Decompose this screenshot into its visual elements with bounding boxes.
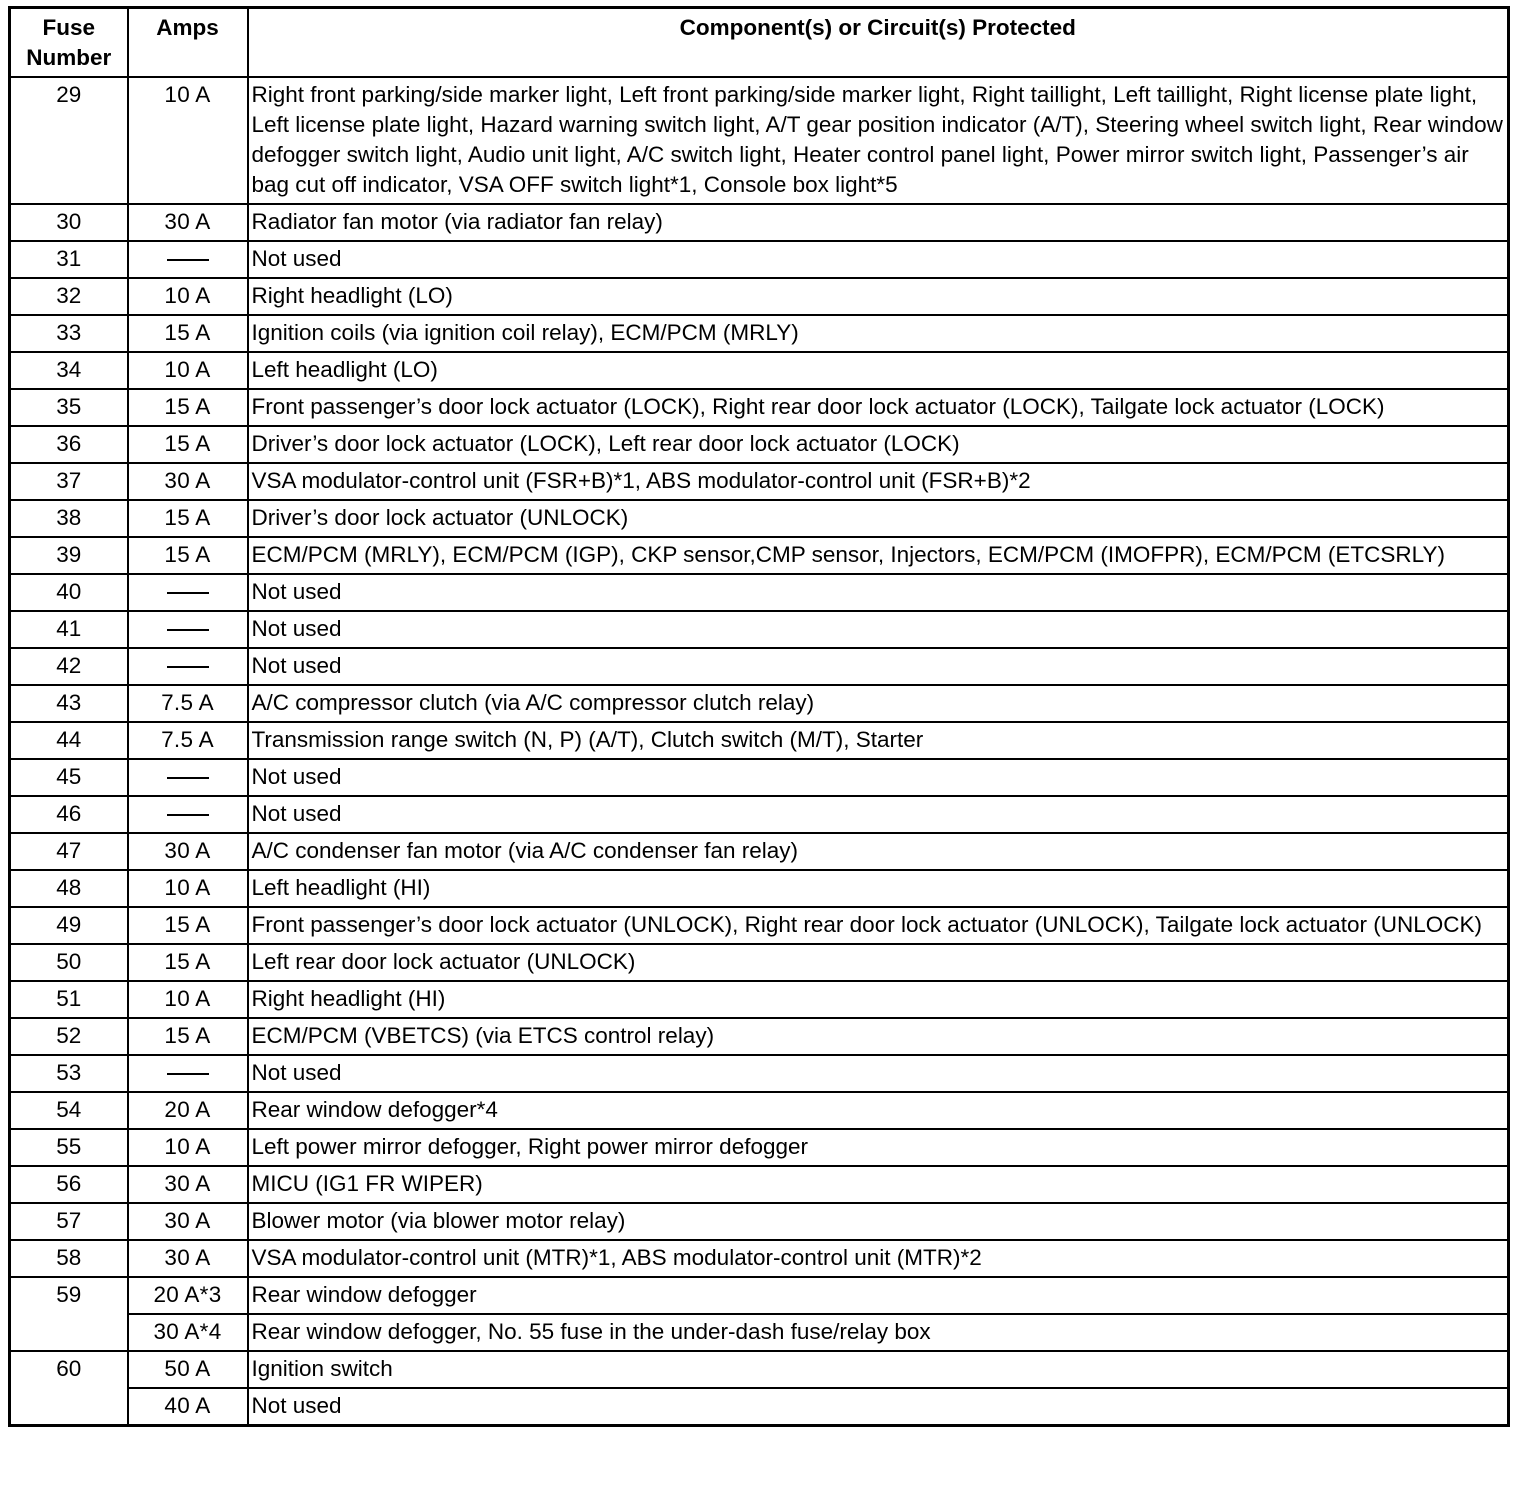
component-cell: Not used — [248, 648, 1509, 685]
amps-cell: 30 A — [128, 1240, 248, 1277]
amps-cell: 10 A — [128, 77, 248, 204]
header-fuse-line1: Fuse — [42, 15, 95, 40]
fuse-number-cell: 36 — [10, 426, 128, 463]
fuse-number-cell: 47 — [10, 833, 128, 870]
fuse-number-cell: 59 — [10, 1277, 128, 1351]
fuse-number-cell: 43 — [10, 685, 128, 722]
amps-cell: 10 A — [128, 981, 248, 1018]
amps-cell: 30 A*4 — [128, 1314, 248, 1351]
table-row — [10, 833, 1509, 870]
component-cell: Left headlight (HI) — [248, 870, 1509, 907]
component-cell: Right headlight (HI) — [248, 981, 1509, 1018]
table-row — [10, 1055, 1509, 1092]
fuse-number-cell: 38 — [10, 500, 128, 537]
fuse-number-cell: 50 — [10, 944, 128, 981]
amps-cell: 50 A — [128, 1351, 248, 1388]
dash-mark — [167, 592, 209, 594]
table-row — [10, 77, 1509, 204]
table-row — [10, 981, 1509, 1018]
fuse-number-cell: 48 — [10, 870, 128, 907]
dash-mark — [167, 777, 209, 779]
fuse-number-cell: 34 — [10, 352, 128, 389]
table-row — [10, 870, 1509, 907]
table-body — [10, 77, 1509, 1426]
table-row — [10, 611, 1509, 648]
component-cell: Blower motor (via blower motor relay) — [248, 1203, 1509, 1240]
component-cell: A/C condenser fan motor (via A/C condenser fan relay) — [248, 833, 1509, 870]
amps-cell: 10 A — [128, 1129, 248, 1166]
amps-cell: 10 A — [128, 352, 248, 389]
fuse-number-cell: 45 — [10, 759, 128, 796]
amps-cell: 30 A — [128, 204, 248, 241]
table-row — [10, 537, 1509, 574]
table-row — [10, 389, 1509, 426]
component-cell: A/C compressor clutch (via A/C compressor clutch relay) — [248, 685, 1509, 722]
table-row — [10, 278, 1509, 315]
fuse-number-cell: 52 — [10, 1018, 128, 1055]
table-row — [10, 426, 1509, 463]
component-cell: Not used — [248, 1055, 1509, 1092]
component-cell: Not used — [248, 241, 1509, 278]
table-row — [10, 1018, 1509, 1055]
table-row — [10, 1240, 1509, 1277]
fuse-number-cell: 58 — [10, 1240, 128, 1277]
fuse-number-cell: 29 — [10, 77, 128, 204]
component-cell: ECM/PCM (MRLY), ECM/PCM (IGP), CKP sensor,CMP sensor, Injectors, ECM/PCM (IMOFPR), ECM/PCM (ETCSRLY) — [248, 537, 1509, 574]
amps-cell: 7.5 A — [128, 722, 248, 759]
dash-mark — [167, 629, 209, 631]
component-cell: Not used — [248, 574, 1509, 611]
component-cell: Ignition switch — [248, 1351, 1509, 1388]
table-row — [10, 574, 1509, 611]
fuse-number-cell: 39 — [10, 537, 128, 574]
dash-mark — [167, 1073, 209, 1075]
component-cell: Driver’s door lock actuator (LOCK), Left rear door lock actuator (LOCK) — [248, 426, 1509, 463]
amps-cell — [128, 241, 248, 278]
fuse-number-cell: 49 — [10, 907, 128, 944]
amps-cell: 10 A — [128, 870, 248, 907]
component-cell: MICU (IG1 FR WIPER) — [248, 1166, 1509, 1203]
component-cell: Right front parking/side marker light, Left front parking/side marker light, Right taillight, Left taillight, Right license plate light, Left license plate light, Hazard warning switch light, A/T gear position indicator (A/T), Steering wheel switch light, Rear window defogger switch light, Audio unit light, A/C switch light, Heater control panel light, Power mirror switch light, Passenger’s air bag cut off indicator, VSA OFF switch light*1, Console box light*5 — [248, 77, 1509, 204]
fuse-number-cell: 30 — [10, 204, 128, 241]
fuse-table — [8, 6, 1510, 1427]
amps-cell: 30 A — [128, 1203, 248, 1240]
component-cell: Left power mirror defogger, Right power mirror defogger — [248, 1129, 1509, 1166]
component-cell: ECM/PCM (VBETCS) (via ETCS control relay) — [248, 1018, 1509, 1055]
amps-cell: 15 A — [128, 907, 248, 944]
fuse-number-cell: 33 — [10, 315, 128, 352]
fuse-number-cell: 46 — [10, 796, 128, 833]
table-row — [10, 1314, 1509, 1351]
component-cell: Front passenger’s door lock actuator (LOCK), Right rear door lock actuator (LOCK), Tailgate lock actuator (LOCK) — [248, 389, 1509, 426]
fuse-number-cell: 53 — [10, 1055, 128, 1092]
dash-mark — [167, 259, 209, 261]
table-row — [10, 759, 1509, 796]
table-row — [10, 944, 1509, 981]
amps-cell: 15 A — [128, 1018, 248, 1055]
component-cell: Rear window defogger*4 — [248, 1092, 1509, 1129]
component-cell: Driver’s door lock actuator (UNLOCK) — [248, 500, 1509, 537]
amps-cell: 15 A — [128, 389, 248, 426]
table-row — [10, 907, 1509, 944]
amps-cell: 20 A*3 — [128, 1277, 248, 1314]
table-row — [10, 1351, 1509, 1388]
fuse-number-cell: 31 — [10, 241, 128, 278]
amps-cell — [128, 759, 248, 796]
fuse-number-cell: 54 — [10, 1092, 128, 1129]
fuse-number-cell: 55 — [10, 1129, 128, 1166]
table-row — [10, 796, 1509, 833]
amps-cell — [128, 1055, 248, 1092]
component-cell: Radiator fan motor (via radiator fan relay) — [248, 204, 1509, 241]
amps-cell: 15 A — [128, 944, 248, 981]
amps-cell: 15 A — [128, 537, 248, 574]
amps-cell — [128, 796, 248, 833]
amps-cell: 15 A — [128, 426, 248, 463]
component-cell: Not used — [248, 611, 1509, 648]
amps-cell: 15 A — [128, 315, 248, 352]
component-cell: Rear window defogger — [248, 1277, 1509, 1314]
table-row — [10, 241, 1509, 278]
table-row — [10, 685, 1509, 722]
header-component: Component(s) or Circuit(s) Protected — [248, 8, 1509, 78]
component-cell: Right headlight (LO) — [248, 278, 1509, 315]
component-cell: Left headlight (LO) — [248, 352, 1509, 389]
component-cell: Rear window defogger, No. 55 fuse in the under-dash fuse/relay box — [248, 1314, 1509, 1351]
component-cell: Ignition coils (via ignition coil relay), ECM/PCM (MRLY) — [248, 315, 1509, 352]
table-row — [10, 1388, 1509, 1426]
table-row — [10, 500, 1509, 537]
table-row — [10, 648, 1509, 685]
header-fuse-line2: Number — [26, 45, 112, 70]
amps-cell: 30 A — [128, 833, 248, 870]
amps-cell: 30 A — [128, 1166, 248, 1203]
fuse-number-cell: 60 — [10, 1351, 128, 1426]
fuse-number-cell: 32 — [10, 278, 128, 315]
table-row — [10, 1277, 1509, 1314]
fuse-number-cell: 51 — [10, 981, 128, 1018]
table-row — [10, 204, 1509, 241]
amps-cell: 7.5 A — [128, 685, 248, 722]
table-row — [10, 722, 1509, 759]
dash-mark — [167, 814, 209, 816]
table-row — [10, 352, 1509, 389]
fuse-number-cell: 44 — [10, 722, 128, 759]
component-cell: VSA modulator-control unit (FSR+B)*1, ABS modulator-control unit (FSR+B)*2 — [248, 463, 1509, 500]
component-cell: Left rear door lock actuator (UNLOCK) — [248, 944, 1509, 981]
component-cell: Not used — [248, 796, 1509, 833]
amps-cell — [128, 648, 248, 685]
fuse-number-cell: 37 — [10, 463, 128, 500]
amps-cell: 20 A — [128, 1092, 248, 1129]
amps-cell — [128, 611, 248, 648]
table-row — [10, 463, 1509, 500]
amps-cell: 30 A — [128, 463, 248, 500]
table-row — [10, 1203, 1509, 1240]
component-cell: Front passenger’s door lock actuator (UNLOCK), Right rear door lock actuator (UNLOCK), Tailgate lock actuator (UNLOCK) — [248, 907, 1509, 944]
amps-cell — [128, 574, 248, 611]
component-cell: VSA modulator-control unit (MTR)*1, ABS modulator-control unit (MTR)*2 — [248, 1240, 1509, 1277]
header-amps: Amps — [128, 8, 248, 78]
table-row — [10, 315, 1509, 352]
amps-cell: 40 A — [128, 1388, 248, 1426]
amps-cell: 15 A — [128, 500, 248, 537]
header-row — [10, 8, 1509, 78]
fuse-number-cell: 42 — [10, 648, 128, 685]
amps-cell: 10 A — [128, 278, 248, 315]
table-row — [10, 1092, 1509, 1129]
fuse-number-cell: 56 — [10, 1166, 128, 1203]
table-row — [10, 1166, 1509, 1203]
table-row — [10, 1129, 1509, 1166]
header-fuse-number — [10, 8, 128, 78]
component-cell: Not used — [248, 1388, 1509, 1426]
fuse-number-cell: 35 — [10, 389, 128, 426]
fuse-number-cell: 40 — [10, 574, 128, 611]
fuse-number-cell: 41 — [10, 611, 128, 648]
component-cell: Transmission range switch (N, P) (A/T), Clutch switch (M/T), Starter — [248, 722, 1509, 759]
dash-mark — [167, 666, 209, 668]
component-cell: Not used — [248, 759, 1509, 796]
fuse-number-cell: 57 — [10, 1203, 128, 1240]
